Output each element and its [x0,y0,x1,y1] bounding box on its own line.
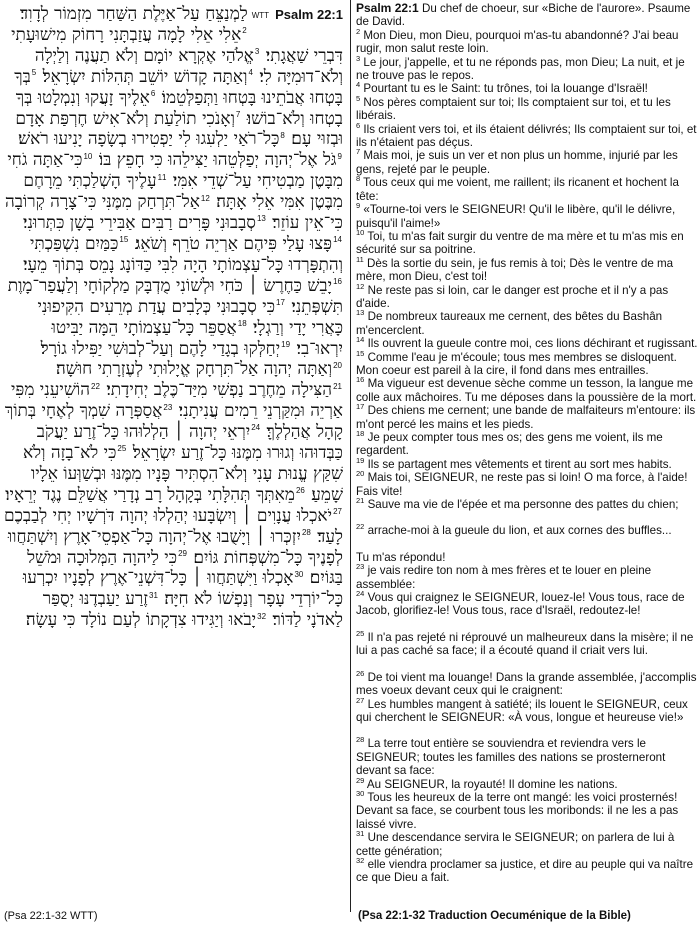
verse-text: בְּךָ בָּטְחוּ אֲבֹתֵינוּ בָּטְחוּ וַתְּפַלְּטֵמוֹ׃ [14,66,343,108]
hebrew-verse [93,150,343,170]
verse-number: 9 [356,201,361,211]
verse-text: יָבֵשׁ כַּחֶרֶשׂ ׀ כֹּחִי וּלְשׁוֹנִי מֻדְבָּק מַלְקוֹחָי וְלַעֲפַר־מָוֶת תִּשְׁפְּתֵנִי׃ [7,275,343,317]
verse-text: כַּמַּיִם נִשְׁפַּכְתִּי וְהִתְפָּרְדוּ כָּל־עַצְמוֹתָי הָיָה לִבִּי כַּדּוֹנָג נָמֵס בְּתוֹךְ מֵעָי׃ [23,233,343,275]
verse-text: אֵלֶיךָ זָעֲקוּ וְנִמְלָטוּ בְּךָ בָטְחוּ וְלֹא־בוֹשׁוּ׃ [15,87,343,129]
french-verse [356,791,698,831]
verse-number: 14 [356,335,365,345]
verse-number: 26 [295,486,305,496]
verse-number: 17 [276,298,285,308]
verse-number: 5 [356,93,361,103]
verse-number: 14 [333,235,342,245]
french-verse [356,551,698,564]
verse-text: arrache-moi à la gueule du lion, et aux cornes des buffles... [364,524,672,538]
hebrew-verse [26,610,267,630]
hebrew-verse [5,485,306,505]
verse-text: Mais moi, je suis un ver et non plus un homme, injurié par les gens, rejeté par le peuple. [356,149,678,176]
verse-text: מֵאִתְּךָ תְּהִלָּתִי בְּקָהָל רָב נְדָרַי אֲשַׁלֵּם נֶגֶד יְרֵאָיו׃ [5,484,295,505]
verse-number: 17 [356,402,365,412]
verse-number: 18 [356,429,365,439]
verse-number: 21 [356,496,365,506]
french-verse [356,631,698,658]
hebrew-verse [23,213,267,233]
french-verse [356,149,698,176]
verse-text: Du chef de choeur, sur «Biche de l'aurore». Psaume de David. [356,2,691,29]
verse-text: אֵלִי אֵלִי לָמָה עֲזַבְתָּנִי רָחוֹק מִישׁוּעָתִי דִּבְרֵי שַׁאֲגָתִי׃ [11,24,343,66]
verse-text: הוֹשִׁיעֵנִי מִפִּי אַרְיֵה וּמִקַּרְנֵי רֵמִים עֲנִיתָנִי׃ [10,380,343,422]
verse-text: סְבָבוּנִי פָּרִים רַבִּים אַבִּירֵי בָשָׁן כִּתְּרוּנִי׃ [23,213,256,234]
verse-number: 4 [248,68,253,78]
verse-text: Les humbles mangent à satiété; ils louent le SEIGNEUR, ceux qui cherchent le SEIGNEUR: «À vous, longue et heureuse vie!» [356,697,688,724]
hebrew-citation: (Psa 22:1-32 WTT) [4,910,98,922]
verse-number: 29 [356,775,365,785]
french-verse [356,668,698,698]
hebrew-header [275,4,343,26]
verse-text: יֹאכְלוּ עֲנָוִים ׀ וְיִשְׂבָּעוּ יְהַלְלוּ יְהוָה דֹּרְשָׁיו יְחִי לְבַבְכֶם לָעַד׃ [3,505,343,547]
verse-number: 13 [356,308,365,318]
column-divider [350,0,351,912]
verse-text: Mon Dieu, mon Dieu, pourquoi m'as-tu abandonné? J'ai beau rugir, mon salut reste loin. [356,28,679,56]
verse-text: Ils criaient vers toi, et ils étaient délivrés; Ils comptaient sur toi, et ils n'étaient pas déçus. [356,122,697,150]
verse-text: Ils se partagent mes vêtements et tirent au sort mes habits. [364,457,672,471]
verse-text: «Tourne-toi vers le SEIGNEUR! Qu'il le libère, qu'il le délivre, puisqu'il l'aime!» [356,203,676,230]
hebrew-column [0,0,349,926]
french-verse [356,281,698,311]
verse-number: 7 [235,109,241,119]
verse-text: Tous les heureux de la terre ont mangé: les voici prosternés! Devant sa face, se courbent tous les moribonds: il ne les a pas laissé vivre. [356,790,679,831]
verse-number: 15 [119,235,129,245]
verse-text: כִּי סְבָבוּנִי כְּלָבִים עֲדַת מְרֵעִים הִקִּיפוּנִי כָּאֲרִי יָדַי וְרַגְלָי׃ [37,296,343,338]
verse-number: 24 [356,589,365,599]
verse-number: 6 [356,120,361,130]
verse-text: יְחַלְּקוּ בְגָדַי לָהֶם וְעַל־לְבוּשִׁי יַפִּילוּ גוֹרָל׃ [40,338,281,359]
verse-text: Pourtant tu es le Saint: tu trônes, toi la louange d'Israël! [360,82,648,96]
french-verse [356,337,698,350]
hebrew-verse [56,359,343,379]
french-verse [356,203,698,230]
verse-number: 31 [149,590,158,600]
verse-text: Mais toi, SEIGNEUR, ne reste pas si loin! O ma force, à l'aide! Fais vite! [356,471,688,498]
verse-number: 8 [280,130,285,140]
verse-number: 15 [356,348,365,358]
verse-text: כִּי־אַתָּה גֹחִי מִבָּטֶן מַבְטִיחִי עַל־שְׁדֵי אִמִּי׃ [7,150,343,192]
french-verse [356,695,698,725]
verse-number: 2 [356,26,361,36]
verse-text: Vous qui craignez le SEIGNEUR, louez-le! Vous tous, race de Jacob, glorifiez-le! Vous tous, race d'Israël, redoutez-le! [356,591,685,618]
verse-text: Tu m'as répondu! [356,550,446,564]
verse-text: כִּי לֹא־בָזָה וְלֹא שִׁקַּץ עֱנוּת עָנִי וְלֹא־הִסְתִּיר פָּנָיו מִמֶּנּוּ וּבְשַׁוְּעוֹ אֵלָיו שָׁמֵעַ׃ [22,443,343,505]
verse-number: 6 [150,88,156,98]
verse-number: 18 [237,318,247,328]
french-verse [356,348,698,378]
french-verse [356,591,698,618]
french-citation: (Psa 22:1-32 Traduction Oecuménique de la Bible) [358,910,631,922]
verse-number: 11 [356,254,364,264]
verse-text: זֶרַע יַעַבְדֶנּוּ יְסֻפַּר לַאדֹנָי לַדּוֹר׃ [42,589,343,631]
verse-text: וְאָנֹכִי תוֹלַעַת וְלֹא־אִישׁ חֶרְפַּת אָדָם וּבְזוּי עָם׃ [15,108,343,150]
verse-number: 30 [356,789,365,799]
verse-text: Le jour, j'appelle, et tu ne réponds pas, mon Dieu; La nuit, et je ne trouve pas le repos. [356,55,685,83]
verse-number: 16 [356,375,365,385]
verse-text: וְאַתָּה יְהוָה אַל־תִּרְחָק אֱיָלוּתִי לְעֶזְרָתִי חוּשָׁה׃ [55,359,333,380]
verse-text: De nombreux taureaux me cernent, des bêtes du Bashân m'encerclent. [356,310,663,337]
verse-number: 3 [356,53,361,63]
verse-number: 13 [256,214,266,224]
verse-text: Dès la sortie du sein, je fus remis à toi; Dès le ventre de ma mère, mon Dieu, c'est toi! [356,256,674,284]
french-column [356,0,698,926]
french-verse [356,93,698,123]
verse-text: וְאַתָּה קָדוֹשׁ יוֹשֵׁב תְּהִלּוֹת יִשְׂרָאֵל׃ [37,66,248,87]
french-reference: Psalm 22:1 [356,1,419,15]
hebrew-verse [37,67,254,87]
verse-number: 31 [356,829,365,839]
verse-number: 12 [200,193,210,203]
verse-text: אֲסַפְּרָה שִׁמְךָ לְאֶחָי בְּתוֹךְ קָהָל אֲהַלְלֶךָּ׃ [4,401,343,443]
verse-text: Comme l'eau je m'écoule; tous mes membres se disloquent. Mon coeur est pareil à la cire, il fond dans mes entrailles. [356,350,677,377]
french-verse [356,310,698,337]
verse-text: כִּי לַיהוָה הַמְּלוּכָה וּמֹשֵׁל בַּגּוֹיִם׃ [27,547,343,589]
verse-number: 30 [294,569,304,579]
verse-text: עָלֶיךָ הָשְׁלַכְתִּי מֵרָחֶם מִבֶּטֶן אִמִּי אֵלִי אָתָּה׃ [23,171,343,213]
verse-text: Des chiens me cernent; une bande de malfaiteurs m'entoure: ils m'ont percé les mains et les pieds. [356,404,696,431]
verse-text: Ne reste pas si loin, car le danger est proche et il n'y a pas d'aide. [356,283,669,310]
french-verse [356,377,698,404]
verse-text: Tous ceux qui me voient, me raillent; ils ricanent et hochent la tête: [356,176,679,203]
verse-text: La terre tout entière se souviendra et reviendra vers le SEIGNEUR; toutes les familles des nations se prosterneront devant sa face: [356,737,666,778]
french-verse [356,524,698,537]
hebrew-reference: Psalm 22:1 [275,7,343,22]
verse-number: 10 [83,151,93,161]
verse-number: 32 [356,856,365,866]
verse-number: 21 [333,381,342,391]
french-verse [356,737,698,777]
verse-number: 25 [356,629,365,639]
verse-text: Une descendance servira le SEIGNEUR; on parlera de lui à cette génération; [356,831,675,858]
french-verse [356,775,698,791]
hebrew-verse [41,339,291,359]
verse-number: 8 [356,174,361,184]
hebrew-verse [129,234,343,254]
stanza-gap [356,658,698,671]
french-verse [356,404,698,431]
hebrew-verse [101,380,343,400]
stanza-gap [356,724,698,737]
verse-number: 22 [91,381,100,391]
verse-number: 23 [163,402,173,412]
french-verse [356,564,698,591]
hebrew-verse [18,129,286,149]
verse-number: 28 [356,735,365,745]
french-verse [356,498,698,511]
verse-number: 3 [254,47,260,57]
hebrew-source-tag: WTT [251,11,270,20]
stanza-gap [356,538,698,551]
french-verse [356,455,698,471]
verse-number: 23 [356,562,365,572]
verse-text: De toi vient ma louange! Dans la grande assemblée, j'accomplis mes voeux devant ceux qui le craignent: [356,670,697,698]
verse-text: Ma vigueur est devenue sèche comme un tesson, la langue me colle aux mâchoires. Tu me déposes dans la poussière de la mort. [356,377,697,404]
verse-text: אָכְלוּ וַיִּשְׁתַּחֲווּ ׀ כָּל־דִּשְׁנֵי־אֶרֶץ לְפָנָיו יִכְרְעוּ כָּל־יוֹרְדֵי עָפָר וְנַפְשׁוֹ לֹא חִיָּה׃ [22,568,343,610]
verse-number: 24 [251,423,261,433]
verse-text: יָבֹאוּ וְיַגִּידוּ צִדְקָתוֹ לְעַם נוֹלָד כִּי עָשָׂה׃ [25,610,257,631]
verse-text: גֹּל אֶל־יְהוָה יְפַלְּטֵהוּ יַצִּילֵהוּ כִּי חָפֵץ בּוֹ׃ [93,150,337,171]
verse-text: לַמְנַצֵּחַ עַל־אַיֶּלֶת הַשַּׁחַר מִזְמוֹר לְדָוִד׃ [20,4,248,24]
verse-text: אַל־תִּרְחַק מִמֶּנִּי כִּי־צָרָה קְרוֹבָה כִּי־אֵין עוֹזֵר׃ [4,192,343,234]
verse-number: 12 [356,281,365,291]
verse-text: Il n'a pas rejeté ni réprouvé un malheureux dans la misère; il ne lui a pas caché sa face; il a écouté quand il criait vers lui. [356,630,694,658]
verse-text: Nos pères comptaient sur toi; Ils comptaient sur toi, et tu les libérais. [356,95,671,123]
verse-number: 9 [337,151,342,161]
verse-number: 20 [356,469,365,479]
french-text [356,2,698,885]
verse-text: יִזְכְּרוּ ׀ וְיָשֻׁבוּ אֶל־יְהוָה כָּל־אַפְסֵי־אָרֶץ וְיִשְׁתַּחֲווּ לְפָנֶיךָ כָּל־מִשְׁפְּחוֹת גּוֹיִם׃ [7,526,343,568]
verse-number: 7 [356,147,361,157]
verse-text: Toi, tu m'as fait surgir du ventre de ma mère et tu m'as mis en sécurité sur sa poitrine. [356,229,684,257]
french-verse [356,53,698,83]
verse-text: Au SEIGNEUR, la royauté! Il domine les nations. [364,777,618,791]
verse-number: 19 [356,455,365,465]
verse-text: פָּצוּ עָלַי פִּיהֶם אַרְיֵה טֹרֵף וְשֹׁאֵג׃ [129,233,333,254]
verse-number: 26 [356,668,365,678]
verse-number: 32 [257,611,267,621]
verse-number: 22 [356,522,365,532]
french-verse [356,26,698,56]
verse-number: 27 [356,695,365,705]
verse-number: 10 [356,228,365,238]
verse-number: 28 [301,528,311,537]
verse-text: Ils ouvrent la gueule contre moi, ces lions déchirant et rugissant. [364,337,698,351]
verse-text: כָּל־רֹאַי יַלְעִגוּ לִי יַפְטִירוּ בְשָׂפָה יָנִיעוּ רֹאשׁ׃ [18,129,280,150]
french-verse [356,858,698,885]
french-verse [356,471,698,498]
french-verse [356,120,698,150]
french-verse [356,230,698,257]
stanza-gap [356,511,698,524]
hebrew-verse [20,4,248,24]
verse-text: elle viendra proclamer sa justice, et dire au peuple qui va naître ce que Dieu a fait. [356,857,694,885]
verse-text: Je peux compter tous mes os; des gens me voient, ils me regardent. [356,431,663,458]
french-verse [356,82,698,95]
french-verse [356,431,698,458]
verse-text: אֱלֹהַי אֶקְרָא יוֹמָם וְלֹא תַעֲנֶה וְלַיְלָה וְלֹא־דוּמִיָּה לִי׃ [34,45,343,87]
verse-number: 5 [31,68,37,78]
stanza-gap [356,618,698,631]
french-verse [356,176,698,203]
verse-number: 19 [281,339,291,349]
verse-text: Sauve ma vie de l'épée et ma personne des pattes du chien; [364,498,679,512]
verse-number: 20 [333,360,342,370]
verse-number: 25 [117,444,127,454]
verse-text: יִרְאֵי יְהוָה ׀ הַלְלוּהוּ כָּל־זֶרַע יַעֲקֹב כַּבְּדוּהוּ וְגוּרוּ מִמֶּנּוּ כָּל־זֶרַע יִשְׂרָאֵל׃ [36,422,343,464]
verse-number: 11 [157,172,167,182]
hebrew-text [4,4,343,631]
verse-text: je vais redire ton nom à mes frères et te louer en pleine assemblée: [356,564,652,591]
verse-number: 2 [242,26,247,36]
verse-text: הַצִּילָה מֵחֶרֶב נַפְשִׁי מִיַּד־כֶּלֶב יְחִידָתִי׃ [100,380,333,401]
french-verse [356,831,698,858]
verse-number: 29 [178,548,187,558]
verse-text: אֲסַפֵּר כָּל־עַצְמוֹתָי הֵמָּה יַבִּיטוּ יִרְאוּ־בִי׃ [51,317,343,359]
verse-number: 16 [333,277,342,287]
french-verse [356,254,698,284]
verse-number: 4 [356,80,361,90]
verse-number: 27 [333,507,342,517]
french-verse [356,2,698,29]
